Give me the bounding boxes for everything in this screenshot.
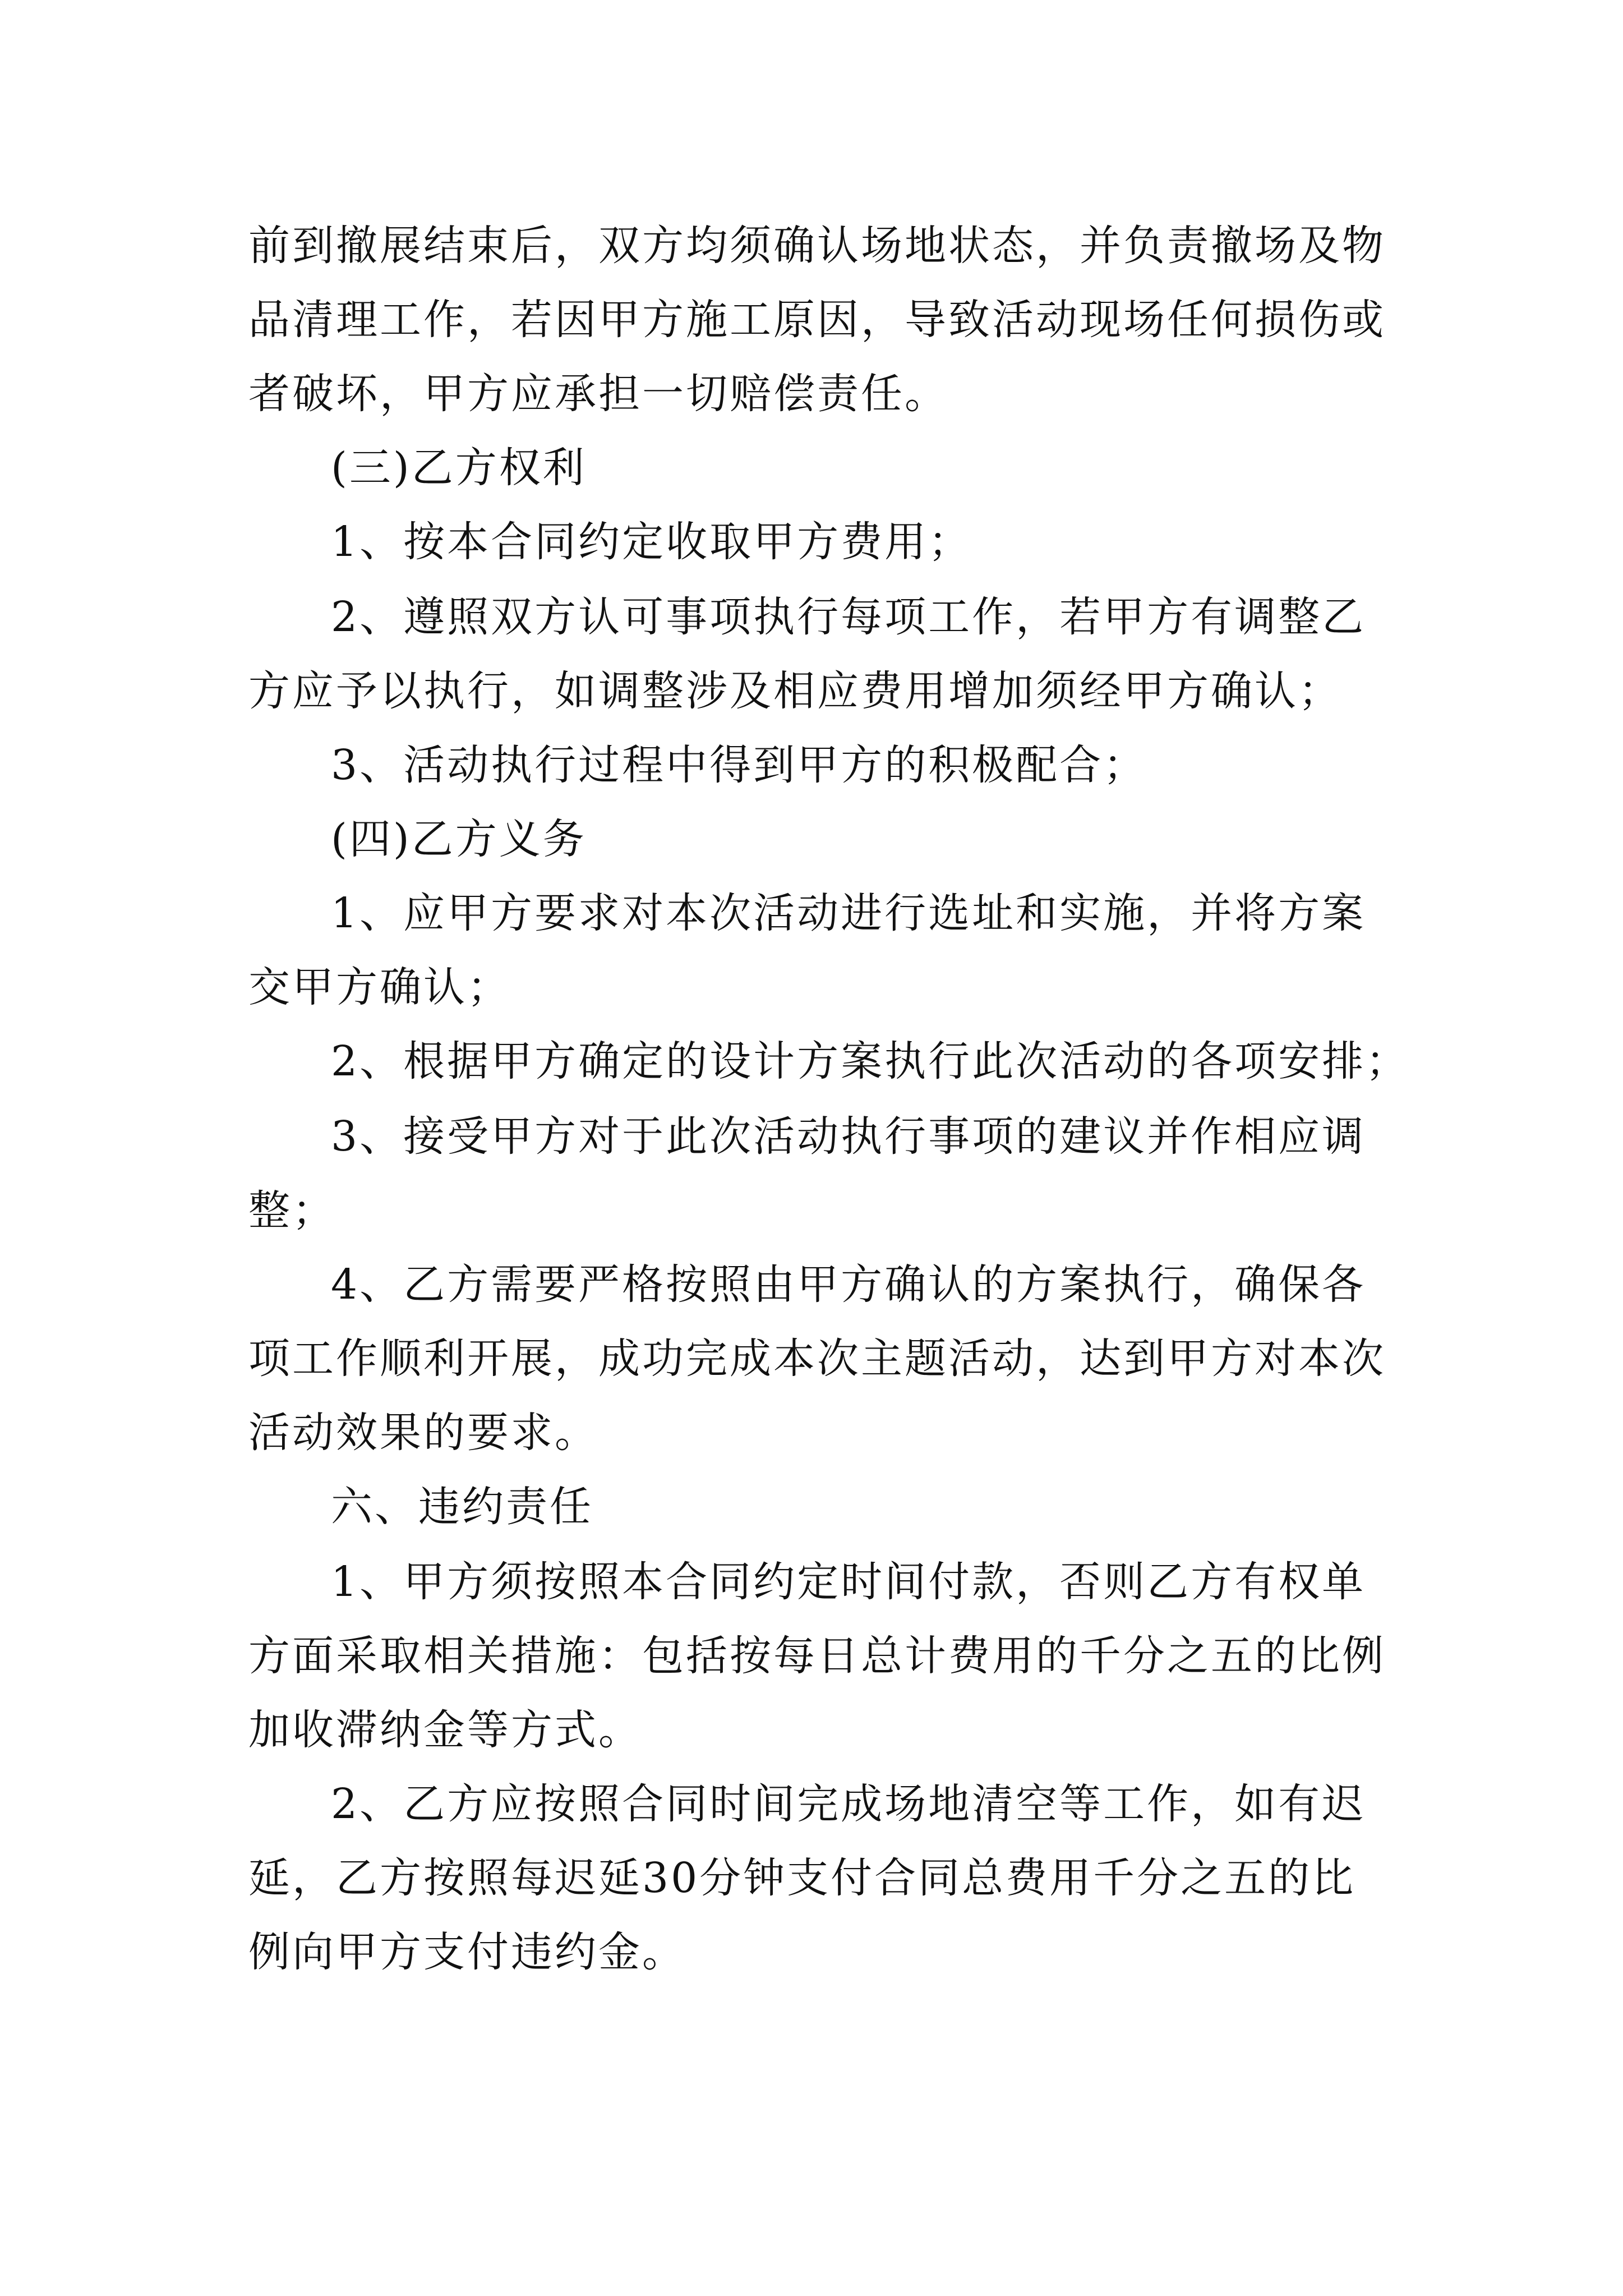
- paragraph-line: 1、按本合同约定收取甲方费用；: [331, 518, 972, 566]
- paragraph-line: 前到撤展结束后，双方均须确认场地状态，并负责撤场及物: [248, 222, 1386, 270]
- paragraph-line: 3、接受甲方对于此次活动执行事项的建议并作相应调: [331, 1112, 1366, 1161]
- section-heading: (三)乙方权利: [331, 444, 587, 492]
- paragraph-line: 1、应甲方要求对本次活动进行选址和实施，并将方案: [331, 889, 1366, 937]
- paragraph-line: 方面采取相关措施：包括按每日总计费用的千分之五的比例: [248, 1632, 1386, 1680]
- section-heading: (四)乙方义务: [331, 815, 587, 863]
- paragraph-line: 2、遵照双方认可事项执行每项工作，若甲方有调整乙: [331, 593, 1366, 641]
- section-heading: 六、违约责任: [331, 1483, 593, 1531]
- paragraph-line: 方应予以执行，如调整涉及相应费用增加须经甲方确认；: [248, 667, 1342, 715]
- paragraph-line: 项工作顺利开展，成功完成本次主题活动，达到甲方对本次: [248, 1335, 1386, 1383]
- paragraph-line: 品清理工作，若因甲方施工原因，导致活动现场任何损伤或: [248, 296, 1386, 344]
- paragraph-line: 2、乙方应按照合同时间完成场地清空等工作，如有迟: [331, 1780, 1366, 1828]
- paragraph-line: 延，乙方按照每迟延30分钟支付合同总费用千分之五的比: [248, 1854, 1356, 1902]
- paragraph-line: 3、活动执行过程中得到甲方的积极配合；: [331, 741, 1147, 789]
- paragraph-line: 1、甲方须按照本合同约定时间付款，否则乙方有权单: [331, 1558, 1366, 1606]
- paragraph-line: 交甲方确认；: [248, 963, 511, 1011]
- paragraph-line: 者破坏，甲方应承担一切赔偿责任。: [248, 370, 948, 418]
- paragraph-line: 活动效果的要求。: [248, 1409, 598, 1457]
- paragraph-line: 整；: [248, 1186, 336, 1235]
- paragraph-line: 2、根据甲方确定的设计方案执行此次活动的各项安排；: [331, 1037, 1410, 1085]
- paragraph-line: 4、乙方需要严格按照由甲方确认的方案执行，确保各: [331, 1260, 1366, 1309]
- paragraph-line: 例向甲方支付违约金。: [248, 1928, 686, 1976]
- paragraph-line: 加收滞纳金等方式。: [248, 1706, 642, 1754]
